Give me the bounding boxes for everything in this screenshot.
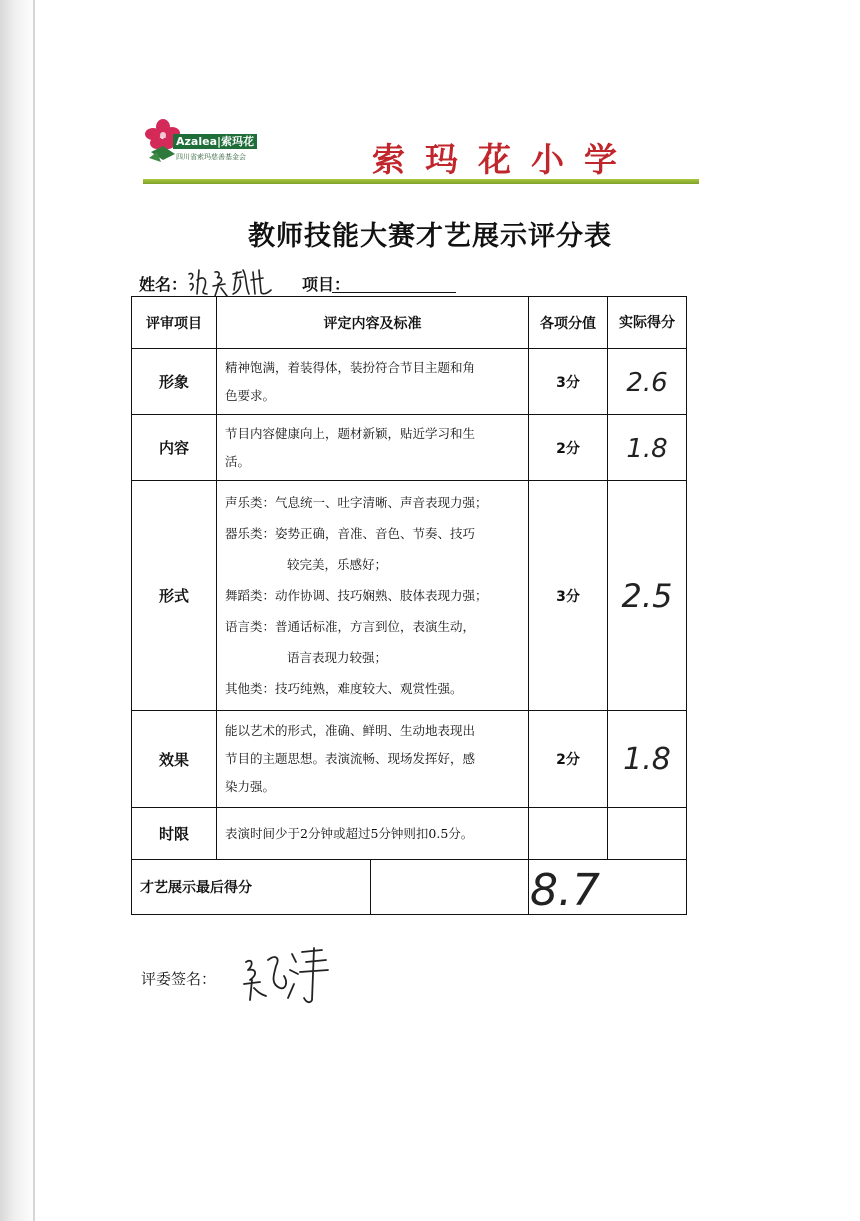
- criteria-line: 器乐类：姿势正确，音准、音色、节奏、技巧: [225, 526, 476, 541]
- project-label: 项目：: [302, 275, 351, 294]
- criteria-line: 舞蹈类：动作协调、技巧娴熟、肢体表现力强；: [225, 588, 488, 603]
- criteria-line: 节目内容健康向上，题材新颖，贴近学习和生: [225, 425, 476, 441]
- row-item-label: 形式: [132, 481, 217, 711]
- logo-brand-text: Azalea|索玛花: [173, 134, 257, 149]
- column-header-score: [608, 297, 687, 349]
- foundation-logo: [143, 118, 273, 164]
- criteria-line: 精神饱满，着装得体，装扮符合节目主题和角: [225, 359, 476, 375]
- table-row: [132, 808, 687, 860]
- score-text: 2.6: [626, 367, 668, 398]
- scan-edge-line: [33, 0, 35, 1221]
- criteria-line: 节目的主题思想。表演流畅、现场发挥好，感: [225, 751, 476, 766]
- judge-handwritten-signature: [236, 940, 332, 1006]
- final-spacer: [371, 860, 528, 914]
- criteria-line: 表演时间少于2分钟或超过5分钟则扣0.5分。: [225, 825, 474, 841]
- row-points: 3分: [529, 481, 608, 711]
- final-score-label: 才艺展示最后得分: [132, 860, 371, 914]
- document-title: 教师技能大赛才艺展示评分表: [248, 221, 612, 252]
- column-header-criteria: 评定内容及标准: [217, 297, 529, 349]
- criteria-line: 能以艺术的形式，准确、鲜明、生动地表现出: [225, 723, 476, 738]
- handwritten-score: [617, 360, 677, 400]
- header-rule: [143, 179, 699, 184]
- score-table: [131, 296, 687, 915]
- judge-signature-label: 评委签名：: [141, 970, 217, 988]
- row-criteria: [217, 349, 529, 415]
- row-points: [529, 808, 608, 860]
- name-handwritten-signature: [185, 266, 275, 298]
- criteria-line: 染力强。: [225, 779, 276, 794]
- table-header-row: [132, 297, 687, 349]
- column-header-score-text: 实际得分: [619, 314, 675, 331]
- row-criteria: [217, 415, 529, 481]
- row-points: 3分: [529, 349, 608, 415]
- criteria-line: 其他类：技巧纯熟，难度较大、观赏性强。: [225, 681, 463, 696]
- criteria-line: 语言表现力较强；: [287, 650, 388, 665]
- row-item-label: 内容: [132, 415, 217, 481]
- row-score: [608, 481, 687, 711]
- criteria-line: 活。: [225, 453, 251, 469]
- table-row: [132, 481, 687, 711]
- criteria-line: 语言类：普通话标准，方言到位，表演生动，: [225, 619, 476, 634]
- row-criteria: [217, 711, 529, 808]
- table-row: [132, 415, 687, 481]
- row-score: [608, 711, 687, 808]
- final-score-text: 8.7: [530, 865, 600, 916]
- row-criteria: [217, 481, 529, 711]
- row-score: [608, 349, 687, 415]
- handwritten-score: [617, 735, 677, 779]
- table-row: [132, 349, 687, 415]
- logo-org-text: 四川省索玛慈善基金会: [176, 153, 246, 161]
- row-score: [608, 808, 687, 860]
- criteria-line: 色要求。: [225, 387, 276, 403]
- name-label: 姓名：: [139, 275, 188, 294]
- project-blank-line: [332, 292, 456, 293]
- name-project-line: [139, 272, 351, 295]
- row-item-label: 形象: [132, 349, 217, 415]
- row-criteria: [217, 808, 529, 860]
- column-header-points: 各项分值: [529, 297, 608, 349]
- school-name: 索玛花小学: [372, 140, 637, 179]
- score-text: 1.8: [626, 433, 668, 464]
- row-item-label: 效果: [132, 711, 217, 808]
- score-text: 1.8: [623, 742, 671, 777]
- row-score: [608, 415, 687, 481]
- column-header-item: 评审项目: [132, 297, 217, 349]
- handwritten-score: [617, 426, 677, 466]
- score-text: 2.5: [621, 576, 673, 615]
- row-points: 2分: [529, 711, 608, 808]
- table-row: [132, 711, 687, 808]
- final-label-cell: [132, 860, 529, 915]
- handwritten-score: [612, 569, 682, 619]
- row-points: 2分: [529, 415, 608, 481]
- criteria-line: 声乐类：气息统一、吐字清晰、声音表现力强；: [225, 495, 488, 510]
- final-handwritten-score: [520, 860, 610, 916]
- criteria-line: 较完美，乐感好；: [287, 557, 388, 572]
- row-item-label: 时限: [132, 808, 217, 860]
